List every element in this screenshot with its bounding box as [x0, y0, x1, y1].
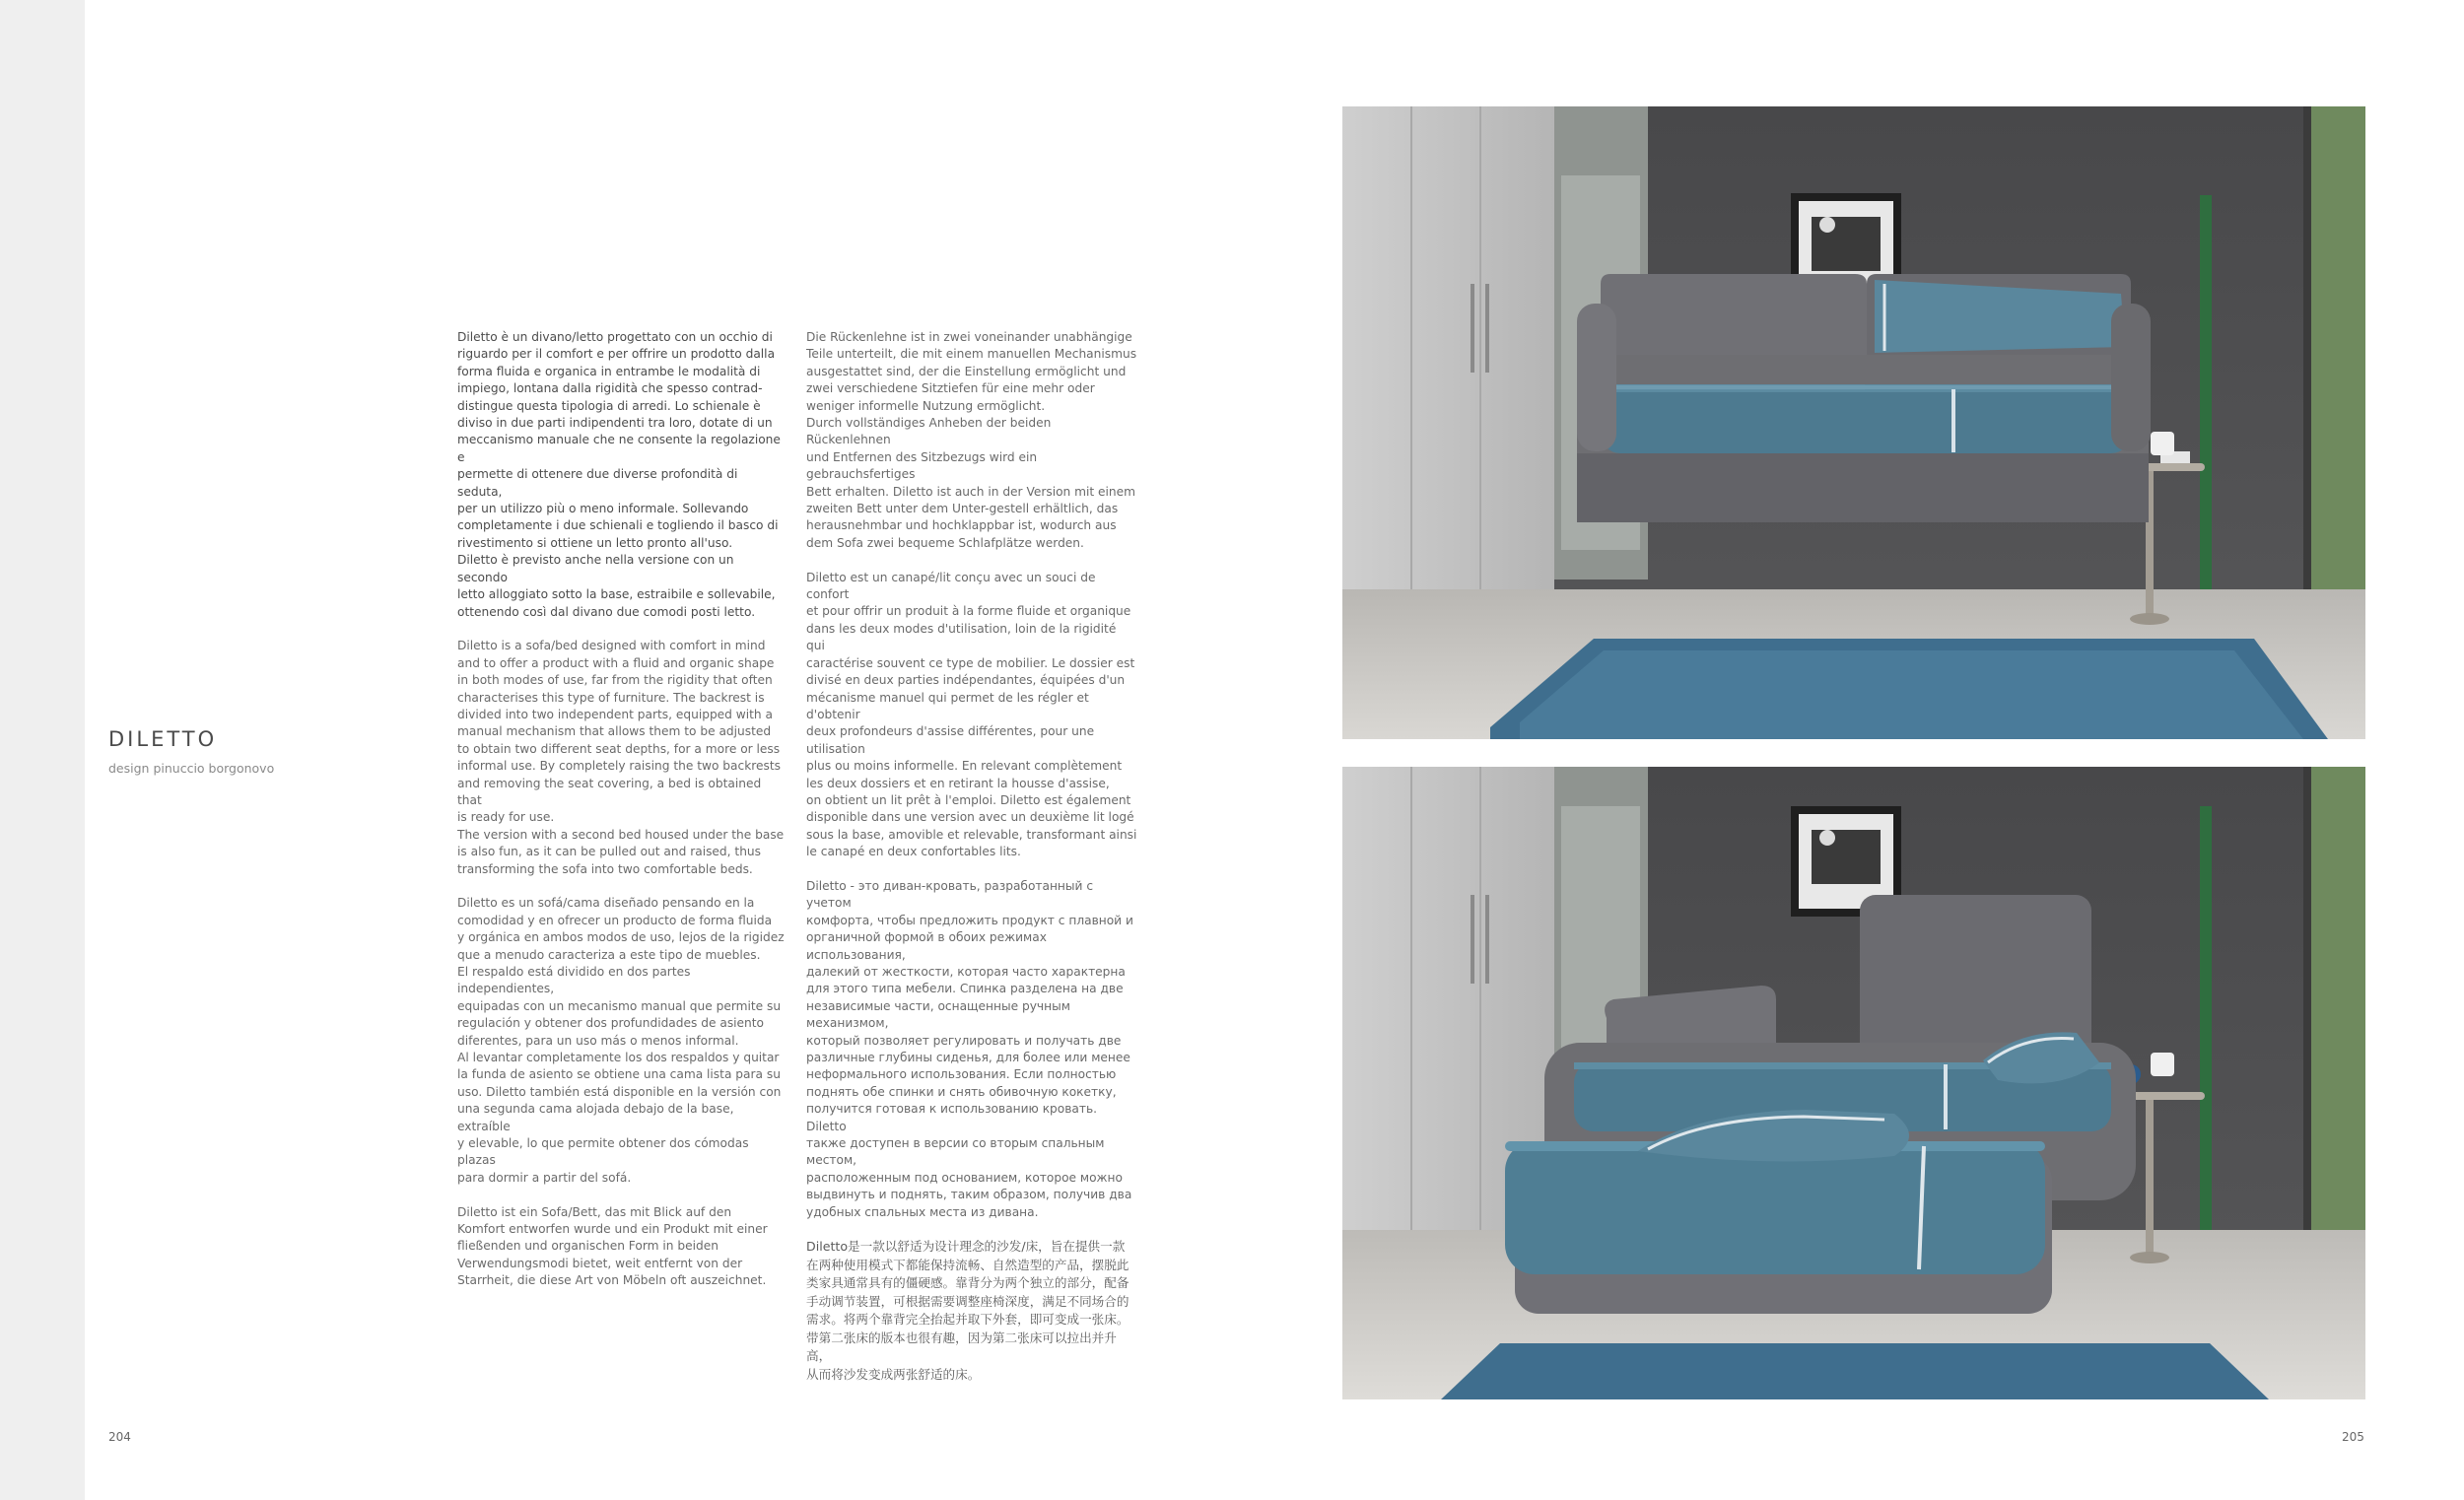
italian-description: Diletto è un divano/letto progettato con un occhio di riguardo per il comfort e per offrire un prodotto dalla forma fluida e organica in entrambe le modalità di impiego, lontana dalla rigidità che spesso contrad- distingue questa tipologia di arredi. Lo schienale è diviso in due parti indipendenti tra loro, dotate di un meccanismo manuale che ne consente la regolazione e permette di ottenere due diverse profondità di seduta, per un utilizzo più o meno informale. Sollevando completamente i due schienali e togliendo il basco di rivestimento si ottiene un letto pronto all'uso. Diletto è previsto anche nella versione con un secondo letto alloggiato sotto la base, estraibile e sollevabile, ottenendo così dal divano due comodi posti letto. — [457, 330, 781, 619]
chinese-description: Diletto是一款以舒适为设计理念的沙发/床，旨在提供一款 在两种使用模式下都能保持流畅、自然造型的产品，摆脱此 类家具通常具有的僵硬感。靠背分为两个独立的部分，配备 手动调节装置，可根据需要调整座椅深度，满足不同场合的 需求。将两个靠背完全抬起并取下外套，即可变成一张床。 带第二张床的版本也很有趣，因为第二张床可以拉出并升高， 从而将沙发变成两张舒适的床。 — [806, 1239, 1129, 1382]
spanish-description: Diletto es un sofá/cama diseñado pensando en la comodidad y en ofrecer un producto de forma fluida y orgánica en ambos modos de uso, lejos de la rigidez que a menudo caracteriza a este tipo de muebles. El respaldo está dividido en dos partes independientes, equipadas con un mecanismo manual que permite su regulación y obtener dos profundidades de asiento diferentes, para un uso más o menos informal. Al levantar completamente los dos respaldos y quitar la funda de asiento se obtiene una cama lista para su uso. Diletto también está disponible en la versión con una segunda cama alojada debajo de la base, extraíble y elevable, lo que permite obtener dos cómodas plazas para dormir a partir del sofá. — [457, 896, 785, 1185]
text-column-left — [457, 329, 785, 1307]
russian-description: Diletto - это диван-кровать, разработанный с учетом комфорта, чтобы предложить продукт с плавной и органичной формой в обоих режимах использования, далекий от жесткости, которая часто характерна для этого типа мебели. Спинка разделена на две независимые части, оснащенные ручным механизмом, который позволяет регулировать и получать две различные глубины сиденья, для более или менее неформального использования. Если полностью поднять обе спинки и снять обивочную кокетку, получится готовая к использованию кровать. Diletto также доступен в версии со вторым спальным местом, расположенным под основанием, которое можно выдвинуть и поднять, таким образом, получив два удобных спальных места из дивана. — [806, 878, 1133, 1219]
page-number-left: 204 — [108, 1430, 131, 1444]
page-binding-strip — [0, 0, 85, 1500]
french-description: Diletto est un canapé/lit conçu avec un souci de confort et pour offrir un produit à la forme fluide et organique dans les deux modes d'utilisation, loin de la rigidité qui caractérise souvent ce type de mobilier. Le dossier est divisé en deux parties indépendantes, équipées d'un mécanisme manuel qui permet de les régler et d'obtenir deux profondeurs d'assise différentes, pour une utilisation plus ou moins informelle. En relevant complètement les deux dossiers et en retirant la housse d'assise, on obtient un lit prêt à l'emploi. Diletto est également disponible dans une version avec un deuxième lit logé sous la base, amovible et relevable, transformant ainsi le canapé en deux confortables lits. — [806, 570, 1137, 859]
photo-sofa-mode — [1342, 106, 2365, 739]
product-title: DILETTO — [108, 727, 218, 751]
page-number-right: 205 — [2342, 1430, 2364, 1444]
german-description-part1: Diletto ist ein Sofa/Bett, das mit Blick auf den Komfort entworfen wurde und ein Produkt mit einer fließenden und organischen Form in beiden Verwendungsmodi bietet, weit entfernt von der Starrheit, die diese Art von Möbeln oft auszeichnet. — [457, 1204, 768, 1288]
german-description-part2: Die Rückenlehne ist in zwei voneinander unabhängige Teile unterteilt, die mit einem manuellen Mechanismus ausgestattet sind, der die Einstellung ermöglicht und zwei verschiedene Sitztiefen für eine mehr oder weniger informelle Nutzung ermöglicht. Durch vollständiges Anheben der beiden Rückenlehnen und Entfernen des Sitzbezugs wird ein gebrauchsfertiges Bett erhalten. Diletto ist auch in der Version mit einem zweiten Bett unter dem Unter-gestell erhältlich, das herausnehmbar und hochklappbar ist, wodurch aus dem Sofa zwei bequeme Schlafplätze werden. — [806, 330, 1137, 550]
english-description: Diletto is a sofa/bed designed with comfort in mind and to offer a product with a fluid and organic shape in both modes of use, far from the rigidity that often characterises this type of furniture. The backrest is divided into two independent parts, equipped with a manual mechanism that allows them to be adjusted to obtain two different seat depths, for a more or less informal use. By completely raising the two backrests and removing the seat covering, a bed is obtained that is ready for use. The version with a second bed housed under the base is also fun, as it can be pulled out and raised, thus transforming the sofa into two comfortable beds. — [457, 639, 785, 876]
designer-credit: design pinuccio borgonovo — [108, 761, 275, 776]
text-column-right — [806, 329, 1137, 1401]
bed-mode-illustration — [1342, 767, 2365, 1399]
sofa-mode-illustration — [1342, 106, 2365, 739]
photo-bed-mode — [1342, 767, 2365, 1399]
